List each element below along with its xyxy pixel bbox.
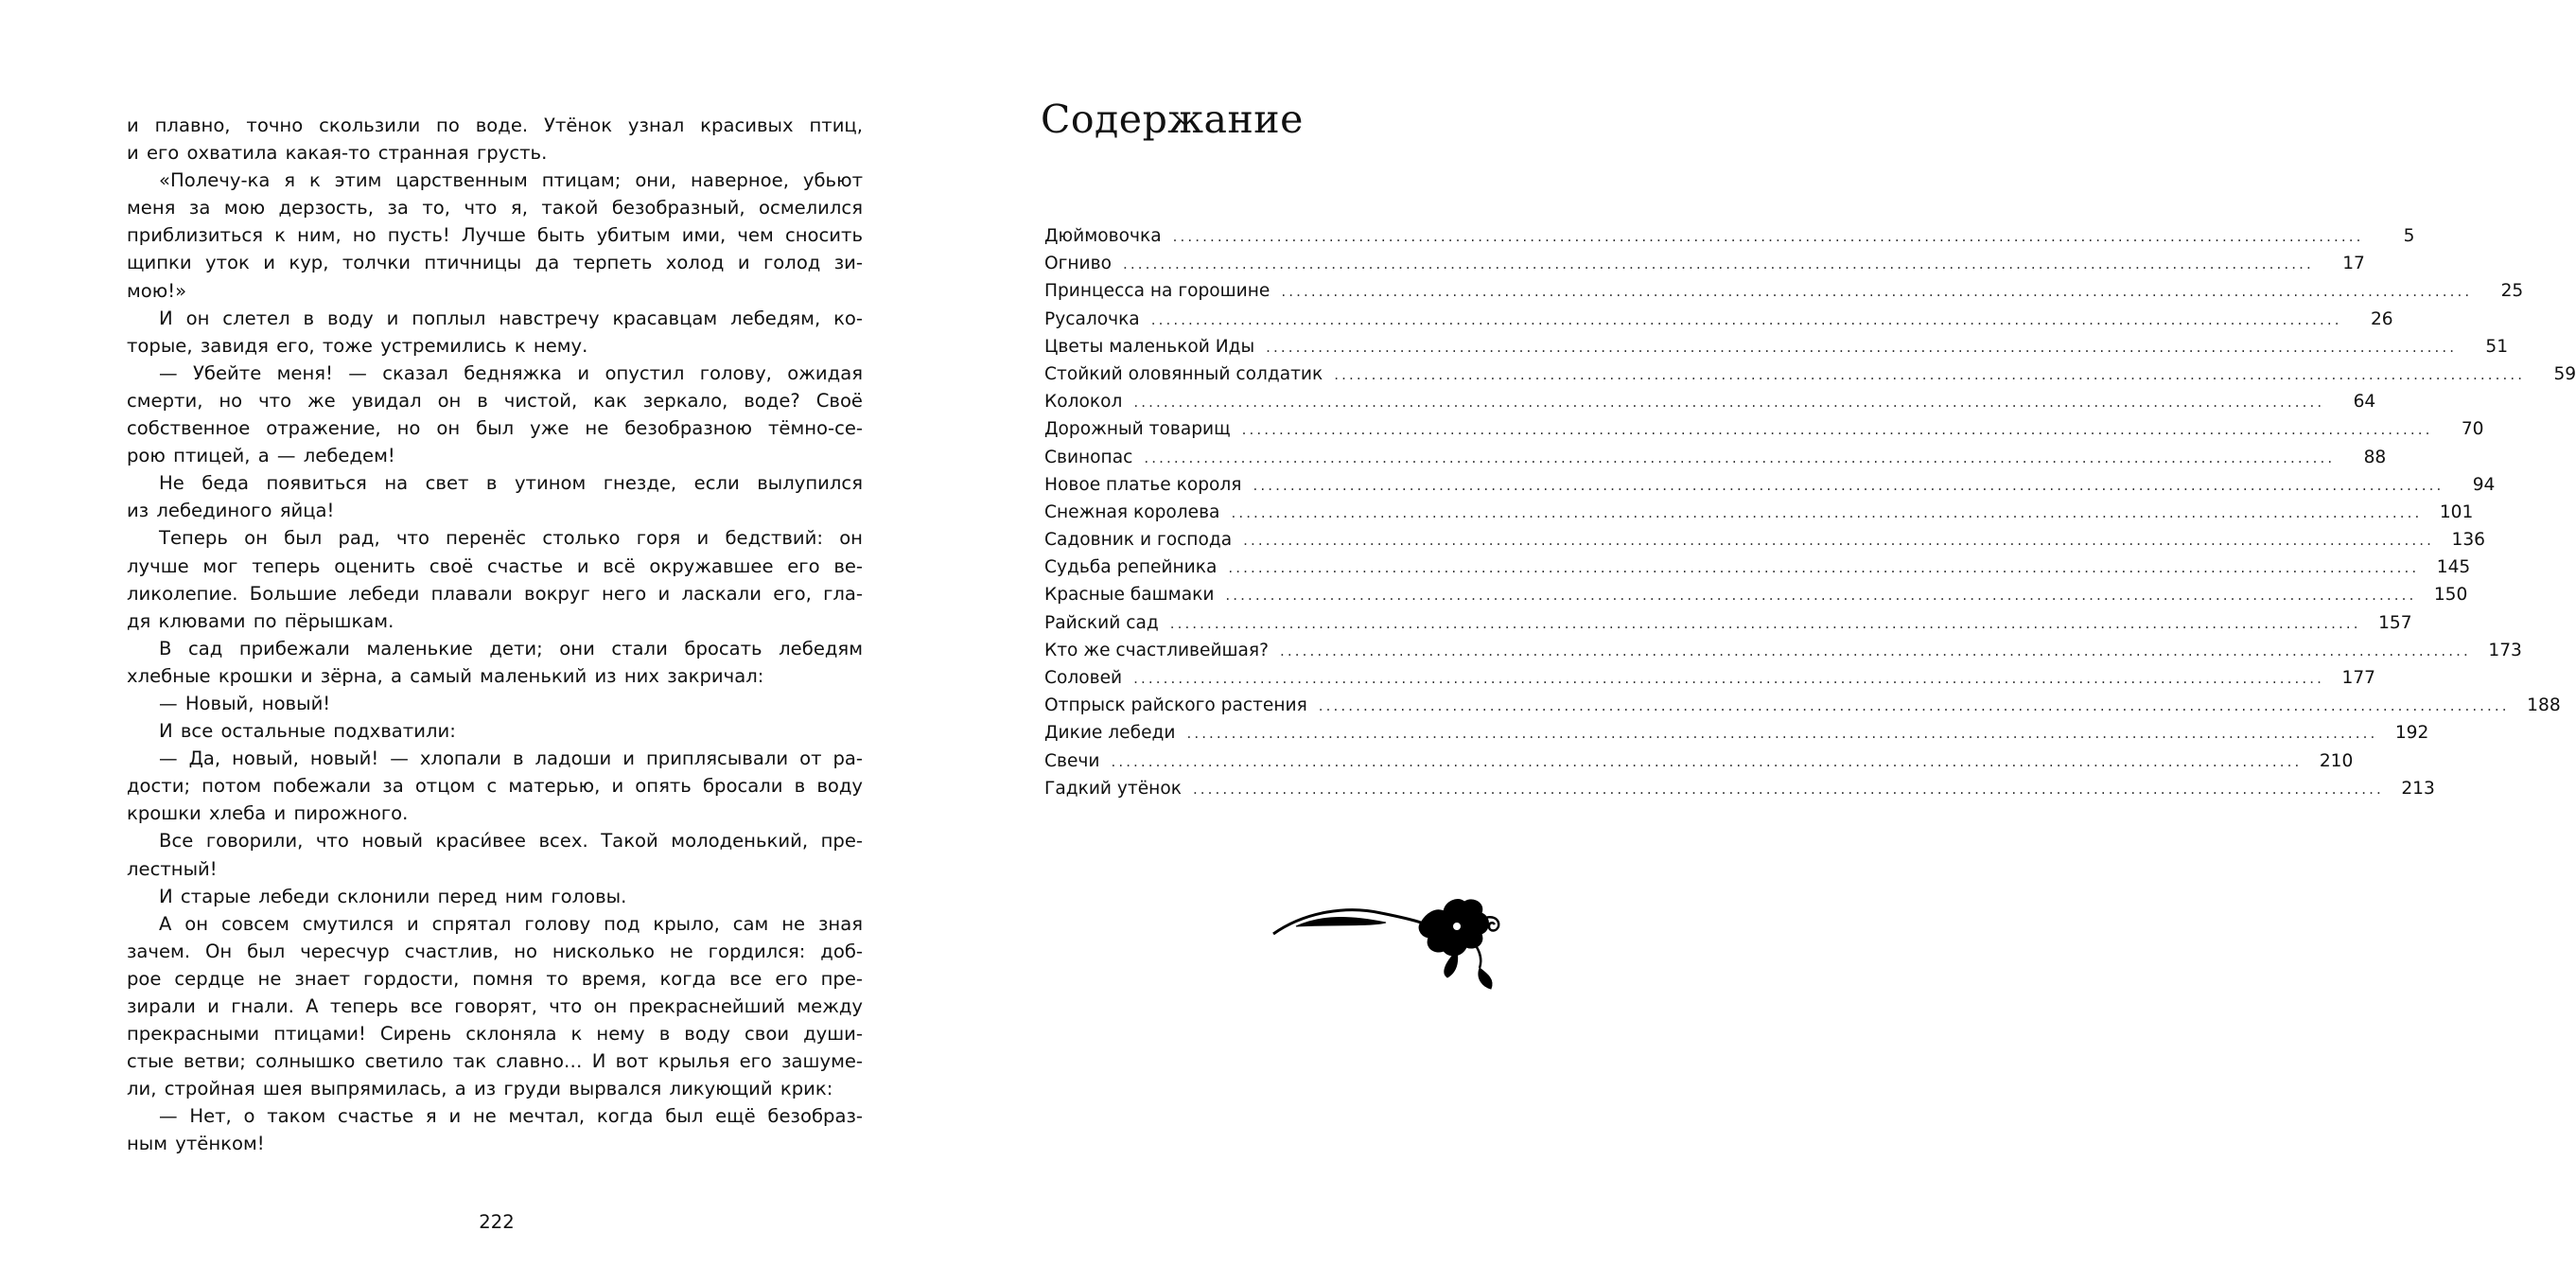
toc-entry: [1044, 306, 2393, 333]
text-line: рое сердце не знает гордости, помня то время, когда все его пре-: [127, 967, 863, 990]
text-line: «Полечу-ка я к этим царственным птицам; они, наверное, убьют: [159, 169, 863, 192]
toc-entry-page: 213: [2401, 778, 2435, 799]
toc-entry-title: Русалочка: [1044, 308, 1140, 329]
toc-entry: [1044, 664, 2375, 692]
toc-dot-leader: ................................................................................................................................................................: [1241, 421, 2433, 439]
text-line: А он совсем смутился и спрятал голову под крыло, сам не зная: [159, 912, 863, 935]
text-line: торые, завидя его, тоже устремились к нему.: [127, 334, 588, 357]
toc-dot-leader: ................................................................................................................................................................: [1172, 228, 2364, 245]
toc-dot-leader: ................................................................................................................................................................: [1228, 559, 2420, 577]
toc-entry: [1044, 333, 2509, 361]
toc-entry: [1044, 554, 2471, 581]
left-page-text: [127, 112, 863, 1158]
text-line: И старые лебеди склонили перед ним головы.: [159, 885, 627, 907]
toc-entry: [1044, 388, 2376, 415]
toc-entry: [1044, 250, 2365, 277]
toc-entry-title: Колокол: [1044, 392, 1123, 413]
toc-entry: [1044, 471, 2496, 499]
text-line: Не беда появиться на свет в утином гнезде, если вылупился: [159, 472, 863, 495]
page-number: 222: [479, 1211, 515, 1233]
toc-dot-leader: ................................................................................................................................................................: [1225, 587, 2417, 605]
toc-entry-title: Дикие лебеди: [1044, 723, 1176, 744]
text-line: меня за мою дерзость, за то, что я, такой безобразный, осмелился: [127, 197, 863, 220]
toc-entry-title: Свечи: [1044, 750, 1100, 771]
text-line: мою!»: [127, 279, 187, 302]
toc-entry: [1044, 415, 2484, 443]
toc-entry-title: Снежная королева: [1044, 501, 1220, 522]
toc-dot-leader: ................................................................................................................................................................: [1111, 752, 2303, 770]
toc-entry-title: Садовник и господа: [1044, 530, 1233, 551]
text-line: крошки хлеба и пирожного.: [127, 802, 409, 825]
toc-entry-title: Красные башмаки: [1044, 585, 1215, 606]
text-line: зирали и гнали. А теперь все говорят, что он прекраснейший между: [127, 995, 863, 1017]
text-line: зачем. Он был чересчур счастлив, но нисколько не гордился: доб-: [127, 940, 863, 962]
text-line: лучше мог теперь оценить своё счастье и всё окружавшее его ве-: [127, 554, 863, 577]
toc-entry-page: 192: [2394, 723, 2429, 744]
toc-dot-leader: ................................................................................................................................................................: [1253, 476, 2445, 494]
toc-entry: [1044, 526, 2485, 554]
flower-vine-ornament-icon: [1268, 885, 1504, 998]
toc-entry-title: Соловей: [1044, 668, 1123, 688]
toc-entry-page: 25: [2500, 281, 2524, 302]
text-line: хлебные крошки и зёрна, а самый маленький из них закричал:: [127, 664, 764, 687]
toc-entry-page: 17: [2342, 254, 2365, 274]
toc-entry-page: 101: [2439, 501, 2474, 522]
toc-entry: [1044, 609, 2412, 637]
toc-entry-page: 88: [2363, 447, 2387, 467]
toc-entry-title: Дюймовочка: [1044, 226, 1162, 246]
text-line: приблизиться к ним, но пусть! Лучше быть убитым ими, чем сносить: [127, 224, 863, 247]
toc-entry: [1044, 222, 2415, 250]
toc-entry-page: 210: [2319, 750, 2354, 771]
toc-dot-leader: ................................................................................................................................................................: [1150, 310, 2342, 328]
toc-entry: [1044, 637, 2522, 664]
toc-entry-page: 94: [2472, 474, 2496, 495]
toc-entry: [1044, 719, 2429, 747]
toc-entry-page: 177: [2341, 668, 2375, 688]
text-line: ликолепие. Большие лебеди плавали вокруг него и ласкали его, гла-: [127, 582, 863, 605]
text-line: Теперь он был рад, что перенёс столько горя и бедствий: он: [159, 527, 863, 550]
toc-entry: [1044, 361, 2576, 388]
toc-dot-leader: ................................................................................................................................................................: [1231, 503, 2423, 521]
toc-entry-page: 157: [2378, 612, 2412, 633]
toc-entry-title: Кто же счастливейшая?: [1044, 640, 1269, 660]
toc-dot-leader: ................................................................................................................................................................: [1243, 532, 2434, 550]
text-line: Все говорили, что новый краси́вее всех. Такой молоденький, пре-: [159, 830, 863, 853]
toc-heading: Содержание: [1041, 97, 1304, 142]
toc-entry: [1044, 581, 2468, 608]
toc-entry: [1044, 499, 2474, 526]
toc-entry-title: Цветы маленькой Иды: [1044, 336, 1255, 357]
text-line: дя клювами по пёрышкам.: [127, 609, 394, 632]
toc-entry: [1044, 775, 2435, 802]
toc-entry-title: Стойкий оловянный солдатик: [1044, 363, 1323, 384]
toc-list: [1044, 222, 2576, 802]
toc-entry-page: 136: [2451, 530, 2485, 551]
toc-entry-title: Новое платье короля: [1044, 474, 1242, 495]
toc-entry: [1044, 748, 2354, 775]
text-line: И все остальные подхватили:: [159, 720, 456, 743]
toc-entry-title: Райский сад: [1044, 612, 1159, 633]
text-line: И он слетел в воду и поплыл навстречу красавцам лебедям, ко-: [159, 307, 863, 329]
toc-dot-leader: ................................................................................................................................................................: [1186, 725, 2378, 743]
text-line: — Убейте меня! — сказал бедняжка и опустил голову, ожидая: [159, 361, 863, 384]
toc-dot-leader: ................................................................................................................................................................: [1334, 365, 2526, 383]
text-line: и его охватила какая-то странная грусть.: [127, 142, 548, 165]
text-line: ли, стройная шея выпрямилась, а из груди вырвался ликующий крик:: [127, 1078, 833, 1100]
toc-entry-page: 59: [2553, 363, 2576, 384]
text-line: — Новый, новый!: [159, 692, 331, 714]
toc-entry-title: Свинопас: [1044, 447, 1133, 467]
toc-entry-title: Огниво: [1044, 254, 1112, 274]
toc-entry-page: 64: [2353, 392, 2376, 413]
toc-dot-leader: ................................................................................................................................................................: [1133, 670, 2324, 687]
text-line: — Нет, о таком счастье я и не мечтал, когда был ещё безобраз-: [159, 1105, 863, 1128]
toc-entry: [1044, 277, 2524, 305]
toc-dot-leader: ................................................................................................................................................................: [1192, 780, 2384, 798]
toc-entry-page: 5: [2403, 226, 2415, 246]
text-line: лестный!: [127, 857, 218, 880]
toc-dot-leader: ................................................................................................................................................................: [1169, 614, 2361, 632]
toc-entry-page: 70: [2461, 419, 2484, 440]
text-line: из лебединого яйца!: [127, 500, 335, 522]
text-line: смерти, но что же увидал он в чистой, как зеркало, воде? Своё: [127, 389, 863, 412]
toc-entry-title: Судьба репейника: [1044, 557, 1218, 578]
toc-dot-leader: ................................................................................................................................................................: [1280, 642, 2471, 660]
text-line: и плавно, точно скользили по воде. Утёнок узнал красивых птиц,: [127, 114, 863, 136]
toc-dot-leader: ................................................................................................................................................................: [1133, 394, 2325, 412]
text-line: — Да, новый, новый! — хлопали в ладоши и приплясывали от ра-: [159, 748, 863, 770]
toc-entry-title: Отпрыск райского растения: [1044, 695, 1307, 716]
toc-entry-title: Гадкий утёнок: [1044, 778, 1182, 799]
text-line: В сад прибежали маленькие дети; они стали бросать лебедям: [159, 637, 863, 660]
toc-entry-page: 173: [2488, 640, 2522, 660]
toc-entry-title: Принцесса на горошине: [1044, 281, 1270, 302]
toc-dot-leader: ................................................................................................................................................................: [1266, 338, 2458, 356]
toc-dot-leader: ................................................................................................................................................................: [1122, 255, 2314, 273]
toc-entry-page: 188: [2527, 695, 2561, 716]
toc-entry-page: 150: [2433, 585, 2468, 606]
toc-dot-leader: ................................................................................................................................................................: [1144, 449, 2336, 466]
toc-dot-leader: ................................................................................................................................................................: [1318, 697, 2510, 715]
text-line: ным утёнком!: [127, 1133, 265, 1155]
text-line: щипки уток и кур, толчки птичницы да терпеть холод и голод зи-: [127, 252, 863, 274]
text-line: рою птицей, а — лебедем!: [127, 445, 395, 467]
text-line: стые ветви; солнышко светило так славно… И вот крылья его зашуме-: [127, 1050, 863, 1073]
toc-entry-page: 51: [2485, 336, 2509, 357]
toc-entry-page: 145: [2436, 557, 2471, 578]
text-line: дости; потом побежали за отцом с матерью, и опять бросали в воду: [127, 775, 863, 798]
toc-entry-page: 26: [2370, 308, 2393, 329]
toc-entry: [1044, 444, 2387, 471]
text-line: собственное отражение, но он был уже не безобразною тёмно-се-: [127, 417, 863, 440]
toc-dot-leader: ................................................................................................................................................................: [1281, 283, 2473, 301]
toc-entry-title: Дорожный товарищ: [1044, 419, 1231, 440]
toc-entry: [1044, 692, 2561, 719]
text-line: прекрасными птицами! Сирень склоняла к нему в воду свои души-: [127, 1023, 863, 1046]
